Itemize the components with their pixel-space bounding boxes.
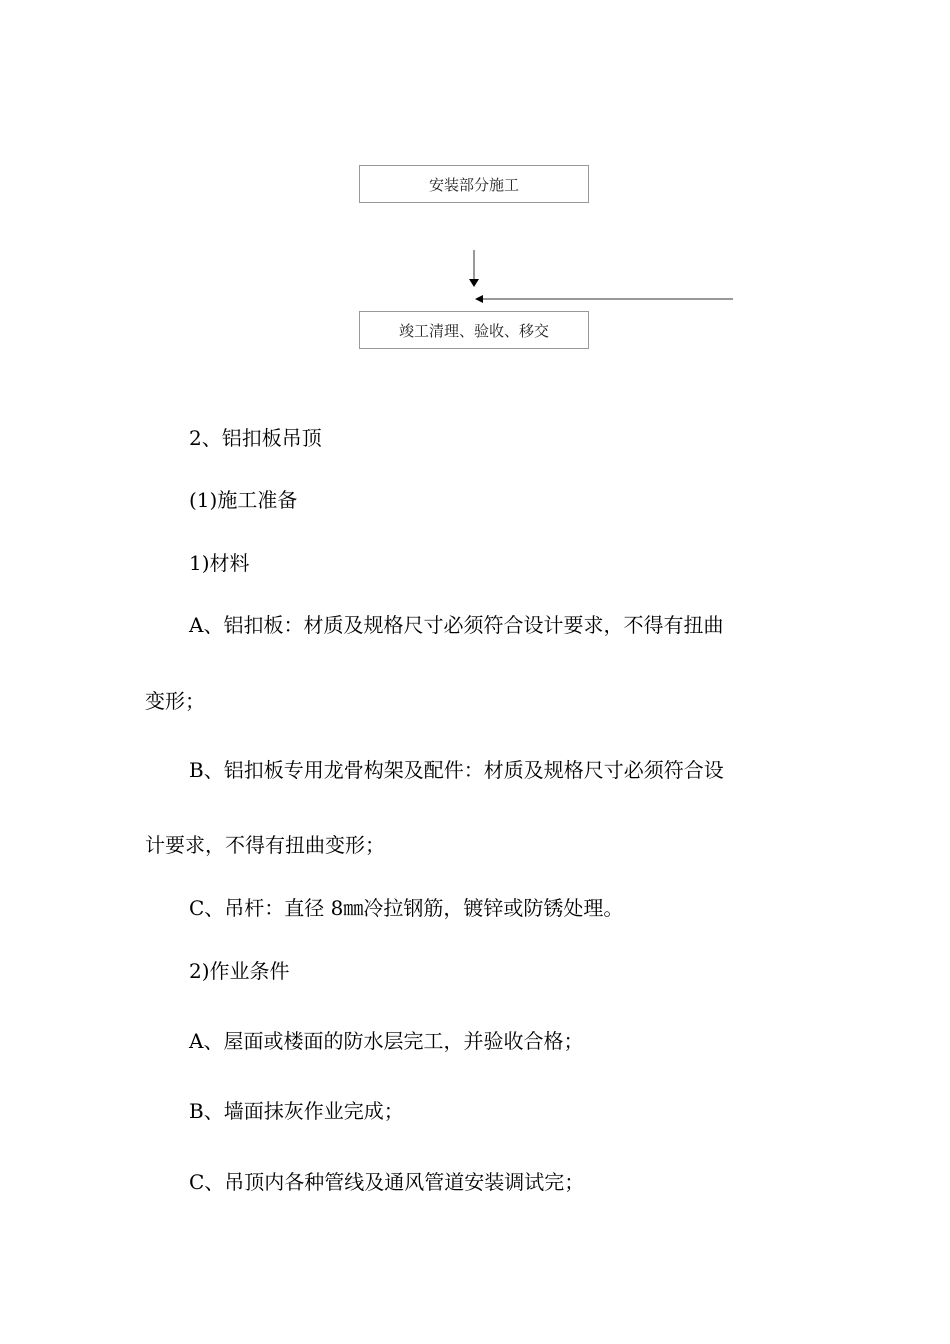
material-b-line2: 计要求，不得有扭曲变形； — [145, 833, 385, 857]
flowchart-step-complete — [359, 311, 589, 349]
material-c: C、吊杆：直径 8㎜冷拉钢筋，镀锌或防锈处理。 — [189, 896, 624, 920]
section-title: 2、铝扣板吊顶 — [189, 426, 322, 450]
materials-heading: 1)材料 — [189, 551, 250, 575]
material-b-line1: B、铝扣板专用龙骨构架及配件：材质及规格尺寸必须符合设 — [189, 758, 724, 782]
condition-a: A、屋面或楼面的防水层完工，并验收合格； — [189, 1029, 584, 1053]
flowchart-step-install-label: 安装部分施工 — [428, 175, 519, 194]
material-a-line2: 变形； — [145, 689, 205, 713]
down-arrow-head — [469, 279, 479, 287]
condition-b: B、墙面抹灰作业完成； — [189, 1099, 404, 1123]
material-a-line1: A、铝扣板：材质及规格尺寸必须符合设计要求，不得有扭曲 — [189, 613, 724, 637]
conditions-heading: 2)作业条件 — [189, 959, 290, 983]
subsection-heading-prep: (1)施工准备 — [189, 488, 298, 512]
condition-c: C、吊顶内各种管线及通风管道安装调试完； — [189, 1170, 585, 1194]
left-arrow-head — [475, 295, 483, 303]
flowchart-step-complete-label: 竣工清理、验收、移交 — [398, 321, 549, 340]
